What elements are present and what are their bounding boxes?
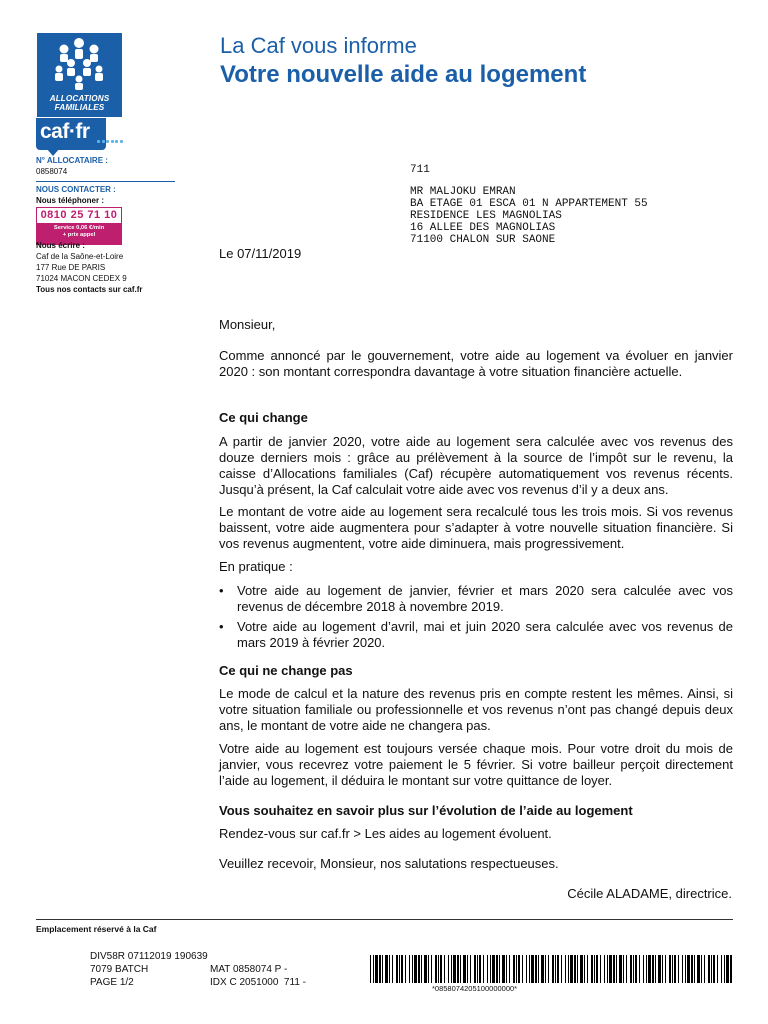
footer-code: IDX C 2051000 711 - <box>210 977 306 988</box>
footer-code: PAGE 1/2 <box>90 977 134 988</box>
footer-code: DIV58R 07112019 190639 <box>90 951 208 962</box>
list-item-text: Votre aide au logement de janvier, février et mars 2020 sera calculée avec vos revenus de décembre 2018 à novembre 2019. <box>237 583 733 614</box>
signature: Cécile ALADAME, directrice. <box>567 886 732 901</box>
section-title-unchanged: Ce qui ne change pas <box>219 663 353 678</box>
dots-decoration <box>97 130 124 148</box>
divider <box>36 181 175 182</box>
recipient-ref: 711 <box>410 164 430 176</box>
reserved-area-label: Emplacement réservé à la Caf <box>36 924 157 934</box>
barcode-icon <box>370 955 733 983</box>
closing: Veuillez recevoir, Monsieur, nos salutations respectueuses. <box>219 856 559 871</box>
paragraph: Votre aide au logement est toujours versée chaque mois. Pour votre droit du mois de janvier, vous recevrez votre paiement le 5 février. Si votre bailleur perçoit directement l’aide au logement, il déduira le montant sur votre quittance de loyer. <box>219 741 733 788</box>
phone-service-line1: Service 0,06 €/min <box>53 225 105 231</box>
list-item <box>219 583 733 617</box>
page-title: Votre nouvelle aide au logement <box>220 61 587 88</box>
barcode-number: *0858074205100000000* <box>432 984 518 993</box>
phone-number: 0810 25 71 10 <box>40 209 118 221</box>
address-line2: 177 Rue DE PARIS <box>36 263 106 272</box>
caf-logo <box>37 33 122 117</box>
paragraph: En pratique : <box>219 559 293 574</box>
family-figures-icon <box>37 33 122 97</box>
paragraph: A partir de janvier 2020, votre aide au logement sera calculée avec vos revenus des douze derniers mois : grâce au prélèvement à la source de l’impôt sur le revenu, la caisse d’Allocations familiales (Caf) récupère automatiquement vos revenus récents. Jusqu’à présent, la Caf calculait votre aide avec vos revenus d’il y a deux ans. <box>219 434 733 497</box>
list-item <box>219 619 733 653</box>
paragraph: Le montant de votre aide au logement sera recalculé tous les trois mois. Si vos revenus baissent, votre aide augmentera pour s’adapter à votre nouvelle situation financière. Si vos revenus augmentent, votre aide diminuera, mais progressivement. <box>219 504 733 551</box>
write-label: Nous écrire : <box>36 241 85 250</box>
footer-code: 7079 BATCH <box>90 964 149 975</box>
caf-fr-badge <box>36 118 106 150</box>
letter-date: Le 07/11/2019 <box>219 246 302 261</box>
recipient-line1: MR MALJOKU EMRAN <box>410 186 516 198</box>
page-subtitle: La Caf vous informe <box>220 33 417 58</box>
footer-code: MAT 0858074 P - <box>210 964 288 975</box>
paragraph-link[interactable]: Rendez-vous sur caf.fr > Les aides au logement évoluent. <box>219 826 552 841</box>
list-item-text: Votre aide au logement d’avril, mai et juin 2020 sera calculée avec vos revenus de mars 2019 à février 2020. <box>237 619 733 650</box>
logo-text-line1: ALLOCATIONS <box>49 94 110 103</box>
section-title-changes: Ce qui change <box>219 410 308 425</box>
recipient-line3: RESIDENCE LES MAGNOLIAS <box>410 210 562 222</box>
section-title-more-info: Vous souhaitez en savoir plus sur l’évolution de l’aide au logement <box>219 803 633 818</box>
recipient-line4: 16 ALLEE DES MAGNOLIAS <box>410 222 556 234</box>
brand-name: caf·fr <box>40 120 90 143</box>
all-contacts-link[interactable]: Tous nos contacts sur caf.fr <box>36 285 143 294</box>
bullet-icon: • <box>219 619 224 634</box>
phone-service-line2: + prix appel <box>62 232 96 238</box>
recipient-line2: BA ETAGE 01 ESCA 01 N APPARTEMENT 55 <box>410 198 648 210</box>
salutation: Monsieur, <box>219 317 276 332</box>
address-line1: Caf de la Saône-et-Loire <box>36 252 124 261</box>
address-line3: 71024 MACON CEDEX 9 <box>36 274 127 283</box>
contact-label: NOUS CONTACTER : <box>36 185 116 194</box>
bullet-icon: • <box>219 583 224 598</box>
footer-divider <box>36 919 733 920</box>
intro-paragraph: Comme annoncé par le gouvernement, votre aide au logement va évoluer en janvier 2020 : son montant correspondra davantage à votre situation financière actuelle. <box>219 348 733 379</box>
recipient-line5: 71100 CHALON SUR SAONE <box>410 234 556 246</box>
paragraph: Le mode de calcul et la nature des revenus pris en compte restent les mêmes. Ainsi, si votre situation familiale ou professionnelle et vos revenus n’ont pas changé depuis deux ans, le montant de votre aide ne changera pas. <box>219 686 733 733</box>
phone-label: Nous téléphoner : <box>36 196 105 205</box>
logo-text-line2: FAMILIALES <box>54 103 105 112</box>
allocataire-value: 0858074 <box>36 167 68 176</box>
phone-box[interactable] <box>36 207 122 245</box>
allocataire-label: N° ALLOCATAIRE : <box>36 156 108 165</box>
